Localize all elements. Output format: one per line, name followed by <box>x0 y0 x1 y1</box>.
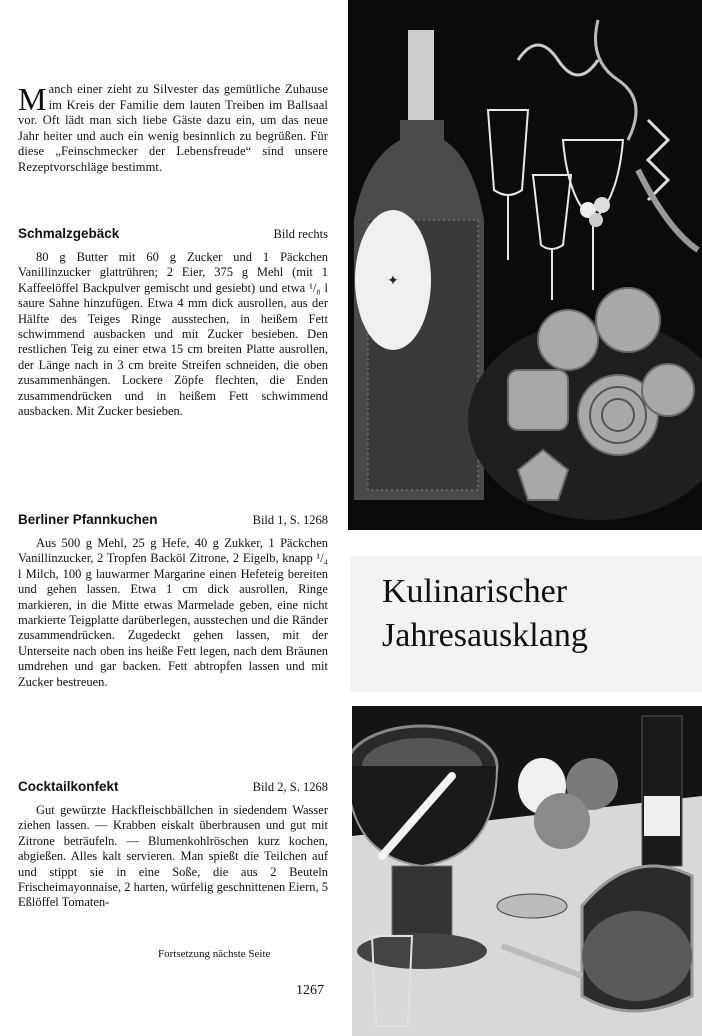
svg-text:✦: ✦ <box>387 273 399 289</box>
continued-note: Fortsetzung nächste Seite <box>158 948 271 960</box>
photo-pastries-champagne <box>348 0 702 530</box>
recipe-title: Berliner Pfannkuchen <box>18 512 158 527</box>
recipe-cocktailkonfekt <box>18 779 328 911</box>
recipe-image-ref: Bild 1, S. 1268 <box>252 513 328 527</box>
recipe-title: Schmalzgebäck <box>18 226 120 241</box>
recipe-image-ref: Bild 2, S. 1268 <box>252 780 328 794</box>
recipe-heading <box>18 512 328 528</box>
title-line-1: Kulinarischer <box>382 573 568 610</box>
photo-fondue-table <box>352 706 702 1036</box>
recipe-text: Aus 500 g Mehl, 25 g Hefe, 40 g Zukker, 1 Päckchen Vanillinzucker, 2 Tropfen Backöl Zitrone, 2 Eigelb, knapp ¹/₄ l Milch, 100 g lauwarmer Margarine einen Hefeteig bereiten und gehen lassen. Etwa 1 cm dick ausrollen, Ringe markieren, in die Mitte etwas Marmelade geben, eine nicht markierte Teigplatte darüberlegen, ausstechen und die Ränder zusammendrücken. Zugedeckt gehen lassen, mit der Unterseite nach oben ins heiße Fett legen, nach dem Bräunen umdrehen und gar backen. Fett abtropfen lassen und mit Zucker bestreuen. <box>18 536 328 689</box>
page-number: 1267 <box>296 983 324 998</box>
recipe-heading <box>18 226 328 242</box>
recipe-schmalzgebaeck <box>18 226 328 419</box>
drop-cap: M <box>18 81 47 117</box>
section-title <box>382 570 588 658</box>
recipe-image-ref: Bild rechts <box>273 227 328 241</box>
intro-paragraph <box>18 82 328 175</box>
recipe-text: Gut gewürzte Hackfleischbällchen in siedendem Wasser ziehen lassen. — Krabben eiskalt überbrausen und gut mit Zitrone beträufeln. — Blumenkohlröschen kurz kochen, abgießen. Alles kalt servieren. Man spießt die Teilchen auf und stippt sie in eine Soße, die aus 2 Beuteln Frischeimayonnaise, 2 harten, würfelig geschnittenen Eiern, 5 Eßlöffel Tomaten- <box>18 803 328 910</box>
recipe-berliner-pfannkuchen <box>18 512 328 690</box>
intro-text: anch einer zieht zu Silvester das gemütliche Zuhause im Kreis der Familie dem lauten Treiben im Ballsaal vor. Oft lädt man sich liebe Gäste dazu ein, um das neue Jahr heiter und auch ein wenig besinnlich zu begrüßen. Für diese „Feinschmecker der Lebensfreude“ sind unsere Rezeptvorschläge bestimmt. <box>18 82 328 174</box>
recipe-title: Cocktailkonfekt <box>18 779 119 794</box>
recipe-text: 80 g Butter mit 60 g Zucker und 1 Päckchen Vanillinzucker glattrühren; 2 Eier, 375 g Mehl (mit 1 Kaffeelöffel Backpulver gemischt und gesiebt) und etwa ¹/₈ l saure Sahne hinzufügen. Etwa 4 mm dick ausrollen, aus der Hälfte des Teiges Ringe ausstechen, in heißem Fett schwimmend ausbacken und mit Zucker besieben. Den restlichen Teig zu einer etwa 15 cm breiten Platte ausrollen, der Länge nach in 3 cm breite Streifen schneiden, die oben zusammenhängen. Lockere Zöpfe flechten, die Enden zusammendrücken und in heißem Fett schwimmend ausbacken. Mit Zucker besieben. <box>18 250 328 419</box>
recipe-heading <box>18 779 328 795</box>
photo-fondue-illustration <box>352 706 702 1036</box>
title-line-2: Jahresausklang <box>382 617 588 654</box>
photo-pastries-illustration <box>348 0 702 530</box>
